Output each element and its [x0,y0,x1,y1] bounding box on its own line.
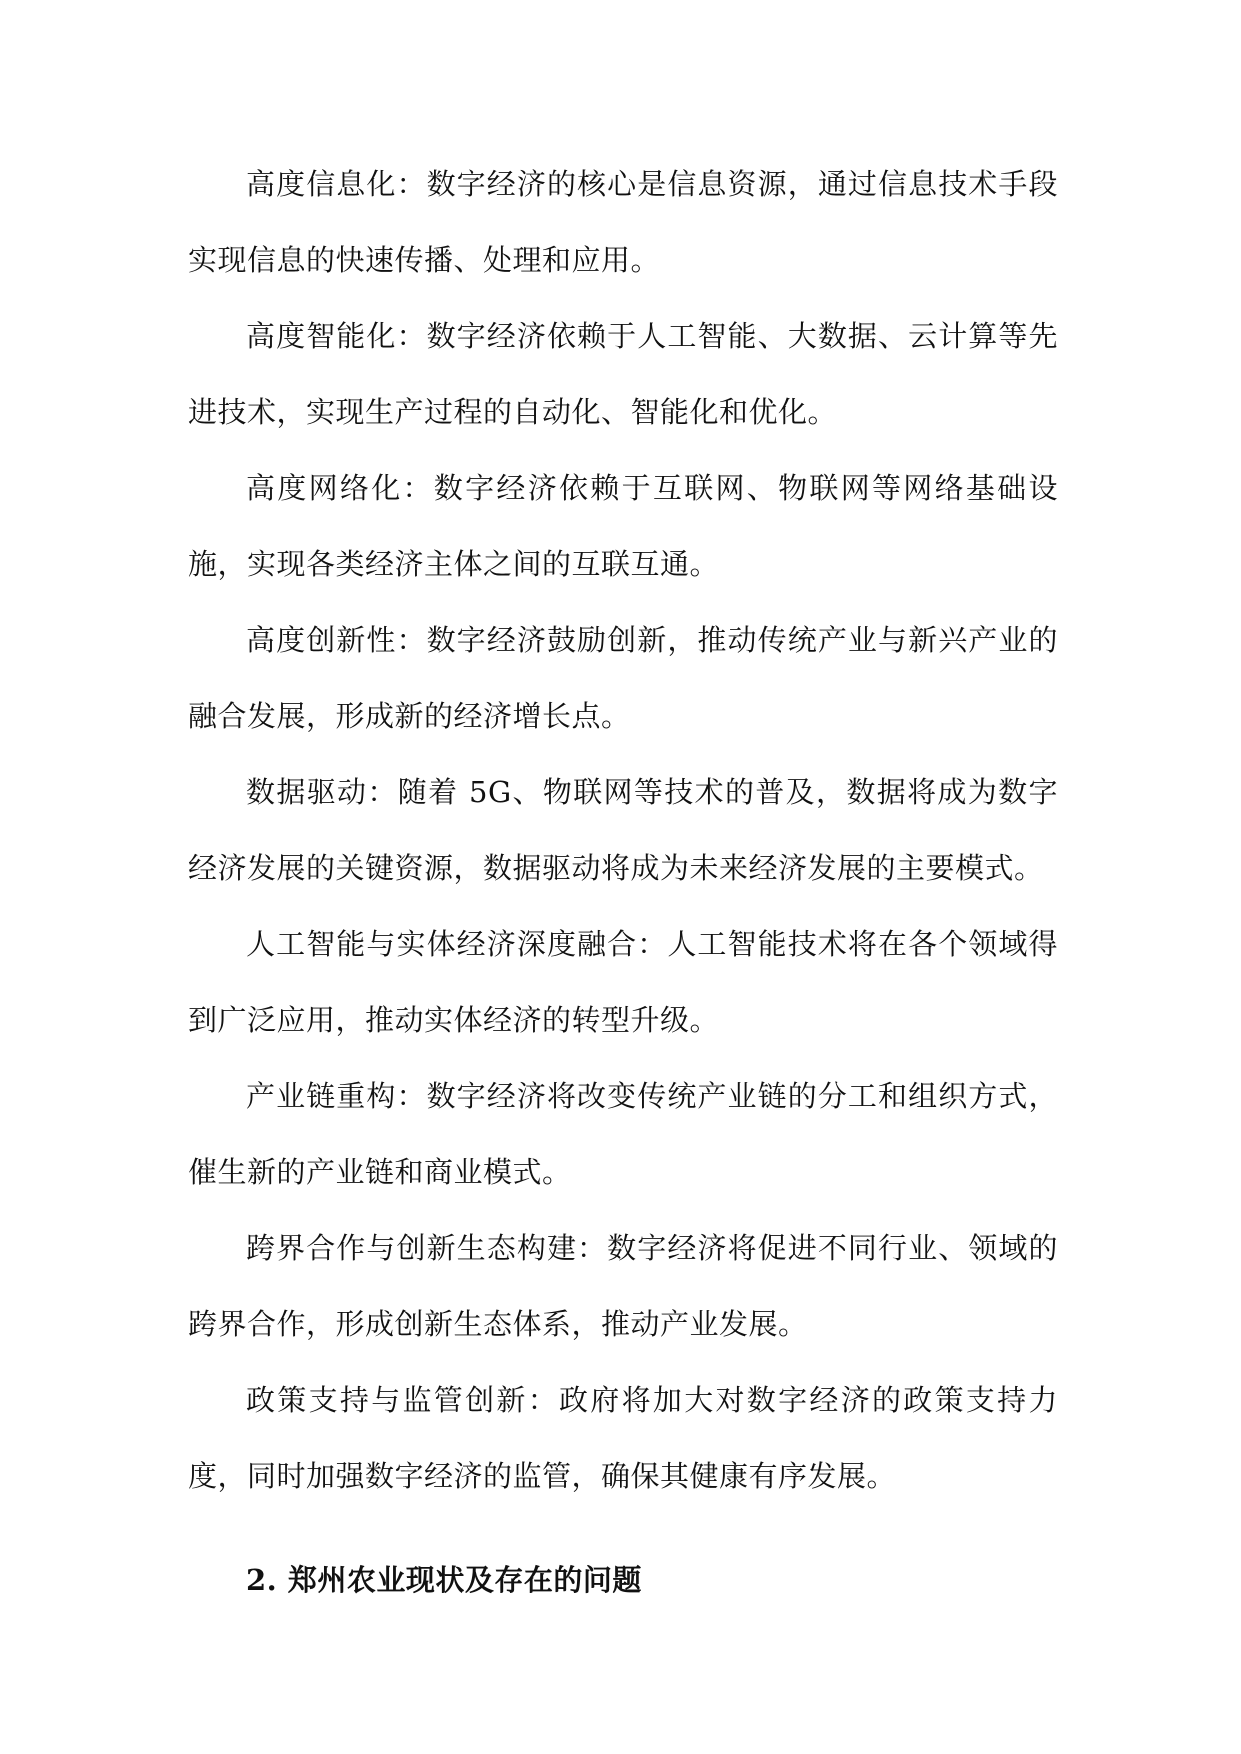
paragraph-ai-real-economy: 人工智能与实体经济深度融合：人工智能技术将在各个领域得到广泛应用，推动实体经济的转型升级。 [188,927,1058,1037]
section-heading: 2. 郑州农业现状及存在的问题 [246,1563,642,1597]
paragraph-cross-border-cooperation: 跨界合作与创新生态构建：数字经济将促进不同行业、领域的跨界合作，形成创新生态体系，推动产业发展。 [188,1231,1058,1341]
paragraph-high-innovation: 高度创新性：数字经济鼓励创新，推动传统产业与新兴产业的融合发展，形成新的经济增长点。 [188,623,1058,733]
paragraph-industry-chain: 产业链重构：数字经济将改变传统产业链的分工和组织方式，催生新的产业链和商业模式。 [188,1079,1058,1189]
document-body [188,146,1058,1618]
paragraph-data-driven: 数据驱动：随着 5G、物联网等技术的普及，数据将成为数字经济发展的关键资源，数据驱动将成为未来经济发展的主要模式。 [188,775,1058,885]
paragraph-high-informatization: 高度信息化：数字经济的核心是信息资源，通过信息技术手段实现信息的快速传播、处理和应用。 [188,167,1058,277]
paragraph-high-intelligence: 高度智能化：数字经济依赖于人工智能、大数据、云计算等先进技术，实现生产过程的自动化、智能化和优化。 [188,319,1058,429]
paragraph-policy-support: 政策支持与监管创新：政府将加大对数字经济的政策支持力度，同时加强数字经济的监管，确保其健康有序发展。 [188,1383,1058,1493]
paragraph-high-networking: 高度网络化：数字经济依赖于互联网、物联网等网络基础设施，实现各类经济主体之间的互联互通。 [188,471,1058,581]
